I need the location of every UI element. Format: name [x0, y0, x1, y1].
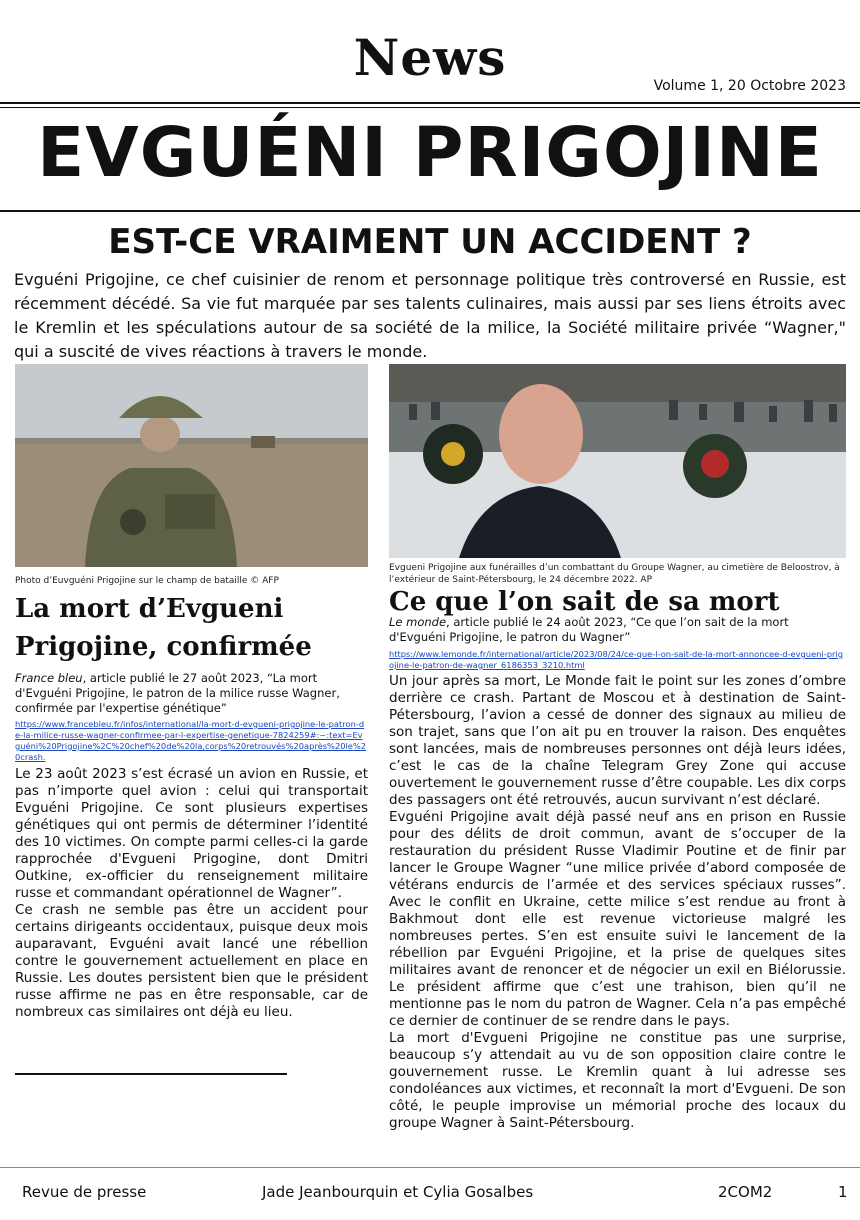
- article-title-right: Ce que l’on sait de sa mort: [389, 587, 780, 617]
- footer-rule: [0, 1167, 860, 1168]
- photo-battlefield: [15, 364, 368, 567]
- source-line-left: [15, 671, 367, 716]
- source-link-left[interactable]: https://www.francebleu.fr/infos/international/la-mort-d-evgueni-prigojine-le-patron-de-la-milice-russe-wagner-confirmee-par-l-expertise-genetique-7824259#:~:text=Evguéni%20Prigojine%2C%20chef%20de%20la,corps%20retrouvés%20après%20le%20crash.: [15, 719, 367, 762]
- masthead-title: News: [353, 28, 507, 87]
- article-title-left: La mort d’Evgueni Prigojine, confirmée: [15, 594, 312, 662]
- source-link-right[interactable]: https://www.lemonde.fr/international/article/2023/08/24/ce-que-l-on-sait-de-la-mort-annoncee-d-evgueni-prigojine-le-patron-de-wagner_6186353_3210.html: [389, 649, 843, 670]
- intro-paragraph: Evguéni Prigojine, ce chef cuisinier de renom et personnage politique très controversé en Russie, est récemment décédé. Sa vie fut marquée par ses talents culinaires, mais aussi par ses liens étroits avec le Kremlin et les spéculations autour de sa société de la milice, la Société militaire privée “Wagner," qui a suscité de vives réactions à travers le monde.: [14, 270, 846, 361]
- article-body-left: [15, 766, 368, 1021]
- source-name-left: France bleu: [15, 671, 83, 685]
- paragraph: Ce crash ne semble pas être un accident pour certains dirigeants occidentaux, puisque deux mois auparavant, Evguéni avait lancé une rébellion contre le gouvernement actuellement en place en Russie. Les doutes persistent bien que le président russe affirme ne pas en être responsable, car de nombreux cas similaires ont déjà eu lieu.: [15, 902, 368, 1020]
- photo-caption-left: Photo d’Euvguéni Prigojine sur le champ de bataille © AFP: [15, 576, 279, 586]
- headline: EVGUÉNI PRIGOJINE: [37, 113, 823, 193]
- footer-class: 2COM2: [718, 1183, 773, 1201]
- headline-rule: [0, 210, 860, 212]
- footer-authors: Jade Jeanbourquin et Cylia Gosalbes: [262, 1183, 534, 1201]
- photo-funeral: [389, 364, 846, 558]
- paragraph: La mort d'Evgueni Prigojine ne constitue pas une surprise, beaucoup s’y attendait au vu de son opposition claire contre le gouvernement russe. Le Kremlin quant à lui adresse ses condoléances aux victimes, et reconnaît la mort d'Evgueni. De son côté, le peuple improvise un mémorial proche des locaux du groupe Wagner à Saint-Pétersbourg.: [389, 1030, 846, 1131]
- top-rule: [0, 102, 860, 104]
- issue-volume-date: Volume 1, 20 Octobre 2023: [653, 78, 846, 94]
- source-text-right: , article publié le 24 août 2023, “Ce que l’on sait de la mort d'Evguéni Prigojine, le patron du Wagner”: [389, 615, 789, 644]
- subheadline: EST-CE VRAIMENT UN ACCIDENT ?: [108, 222, 752, 262]
- paragraph: Evguéni Prigojine avait déjà passé neuf ans en prison en Russie pour des délits de droit commun, avant de s’occuper de la restauration du président Russe Vladimir Poutine et de finir par lancer le Groupe Wagner “une milice privée d’abord composée de vétérans endurcis de l’armée et des services spéciaux russes”. Avec le conflit en Ukraine, cette milice s’est rendue au front à Bakhmout dont elle est revenue victorieuse malgré les nombreuses pertes. S’en est ensuite suivi le lancement de la rébellion par Evguéni Prigojine, et la prise de quelques sites militaires avant de renoncer et de négocier un exil en Biélorussie. Le président affirme que c’est une trahison, bien qu’il ne mentionne pas le nom du patron de Wagner. Cela n’a pas empêché ce dernier de continuer de se rendre dans le pays.: [389, 809, 846, 1029]
- article-body-right: [389, 673, 846, 1132]
- photo-caption-right: Evgueni Prigojine aux funérailles d’un combattant du Groupe Wagner, au cimetière de Beloostrov, à l’extérieur de Saint-Pétersbourg, le 24 décembre 2022. AP: [389, 563, 840, 585]
- source-text-left: , article publié le 27 août 2023, “La mort d'Evguéni Prigojine, le patron de la milice russe Wagner, confirmée par l'expertise génétique”: [15, 671, 340, 715]
- paragraph: Un jour après sa mort, Le Monde fait le point sur les zones d’ombre derrière ce crash. Partant de Moscou et à destination de Saint-Pétersbourg, l’avion a cessé de donner des signaux au milieu de son trajet, sans que l’on ait pu en trouver la raison. Des enquêtes sont lancées, mais de nombreuses personnes ont déjà leurs idées, c’est le cas de la chaîne Telegram Grey Zone qui accuse ouvertement le gouvernement russe d’être coupable. Les dix corps des passagers ont été retrouvés, aucun survivant n’est déclaré.: [389, 673, 846, 808]
- top-rule-thin: [0, 107, 860, 108]
- left-end-rule: [15, 1073, 287, 1075]
- source-name-right: Le monde: [389, 615, 447, 629]
- footer-section: Revue de presse: [22, 1183, 147, 1201]
- source-line-right: [389, 615, 846, 645]
- paragraph: Le 23 août 2023 s’est écrasé un avion en Russie, et pas n’importe quel avion : celui qui transportait Evguéni Prigojine. Ce sont plusieurs expertises génétiques qui ont permis de déterminer l’identité des 10 victimes. On compte parmi celles-ci la garde rapprochée d'Evgueni Prigogine, dont Dmitri Outkine, ex-officier du renseignement militaire russe et commandant opérationnel de Wagner”.: [15, 766, 368, 901]
- page-number: 1: [838, 1183, 848, 1201]
